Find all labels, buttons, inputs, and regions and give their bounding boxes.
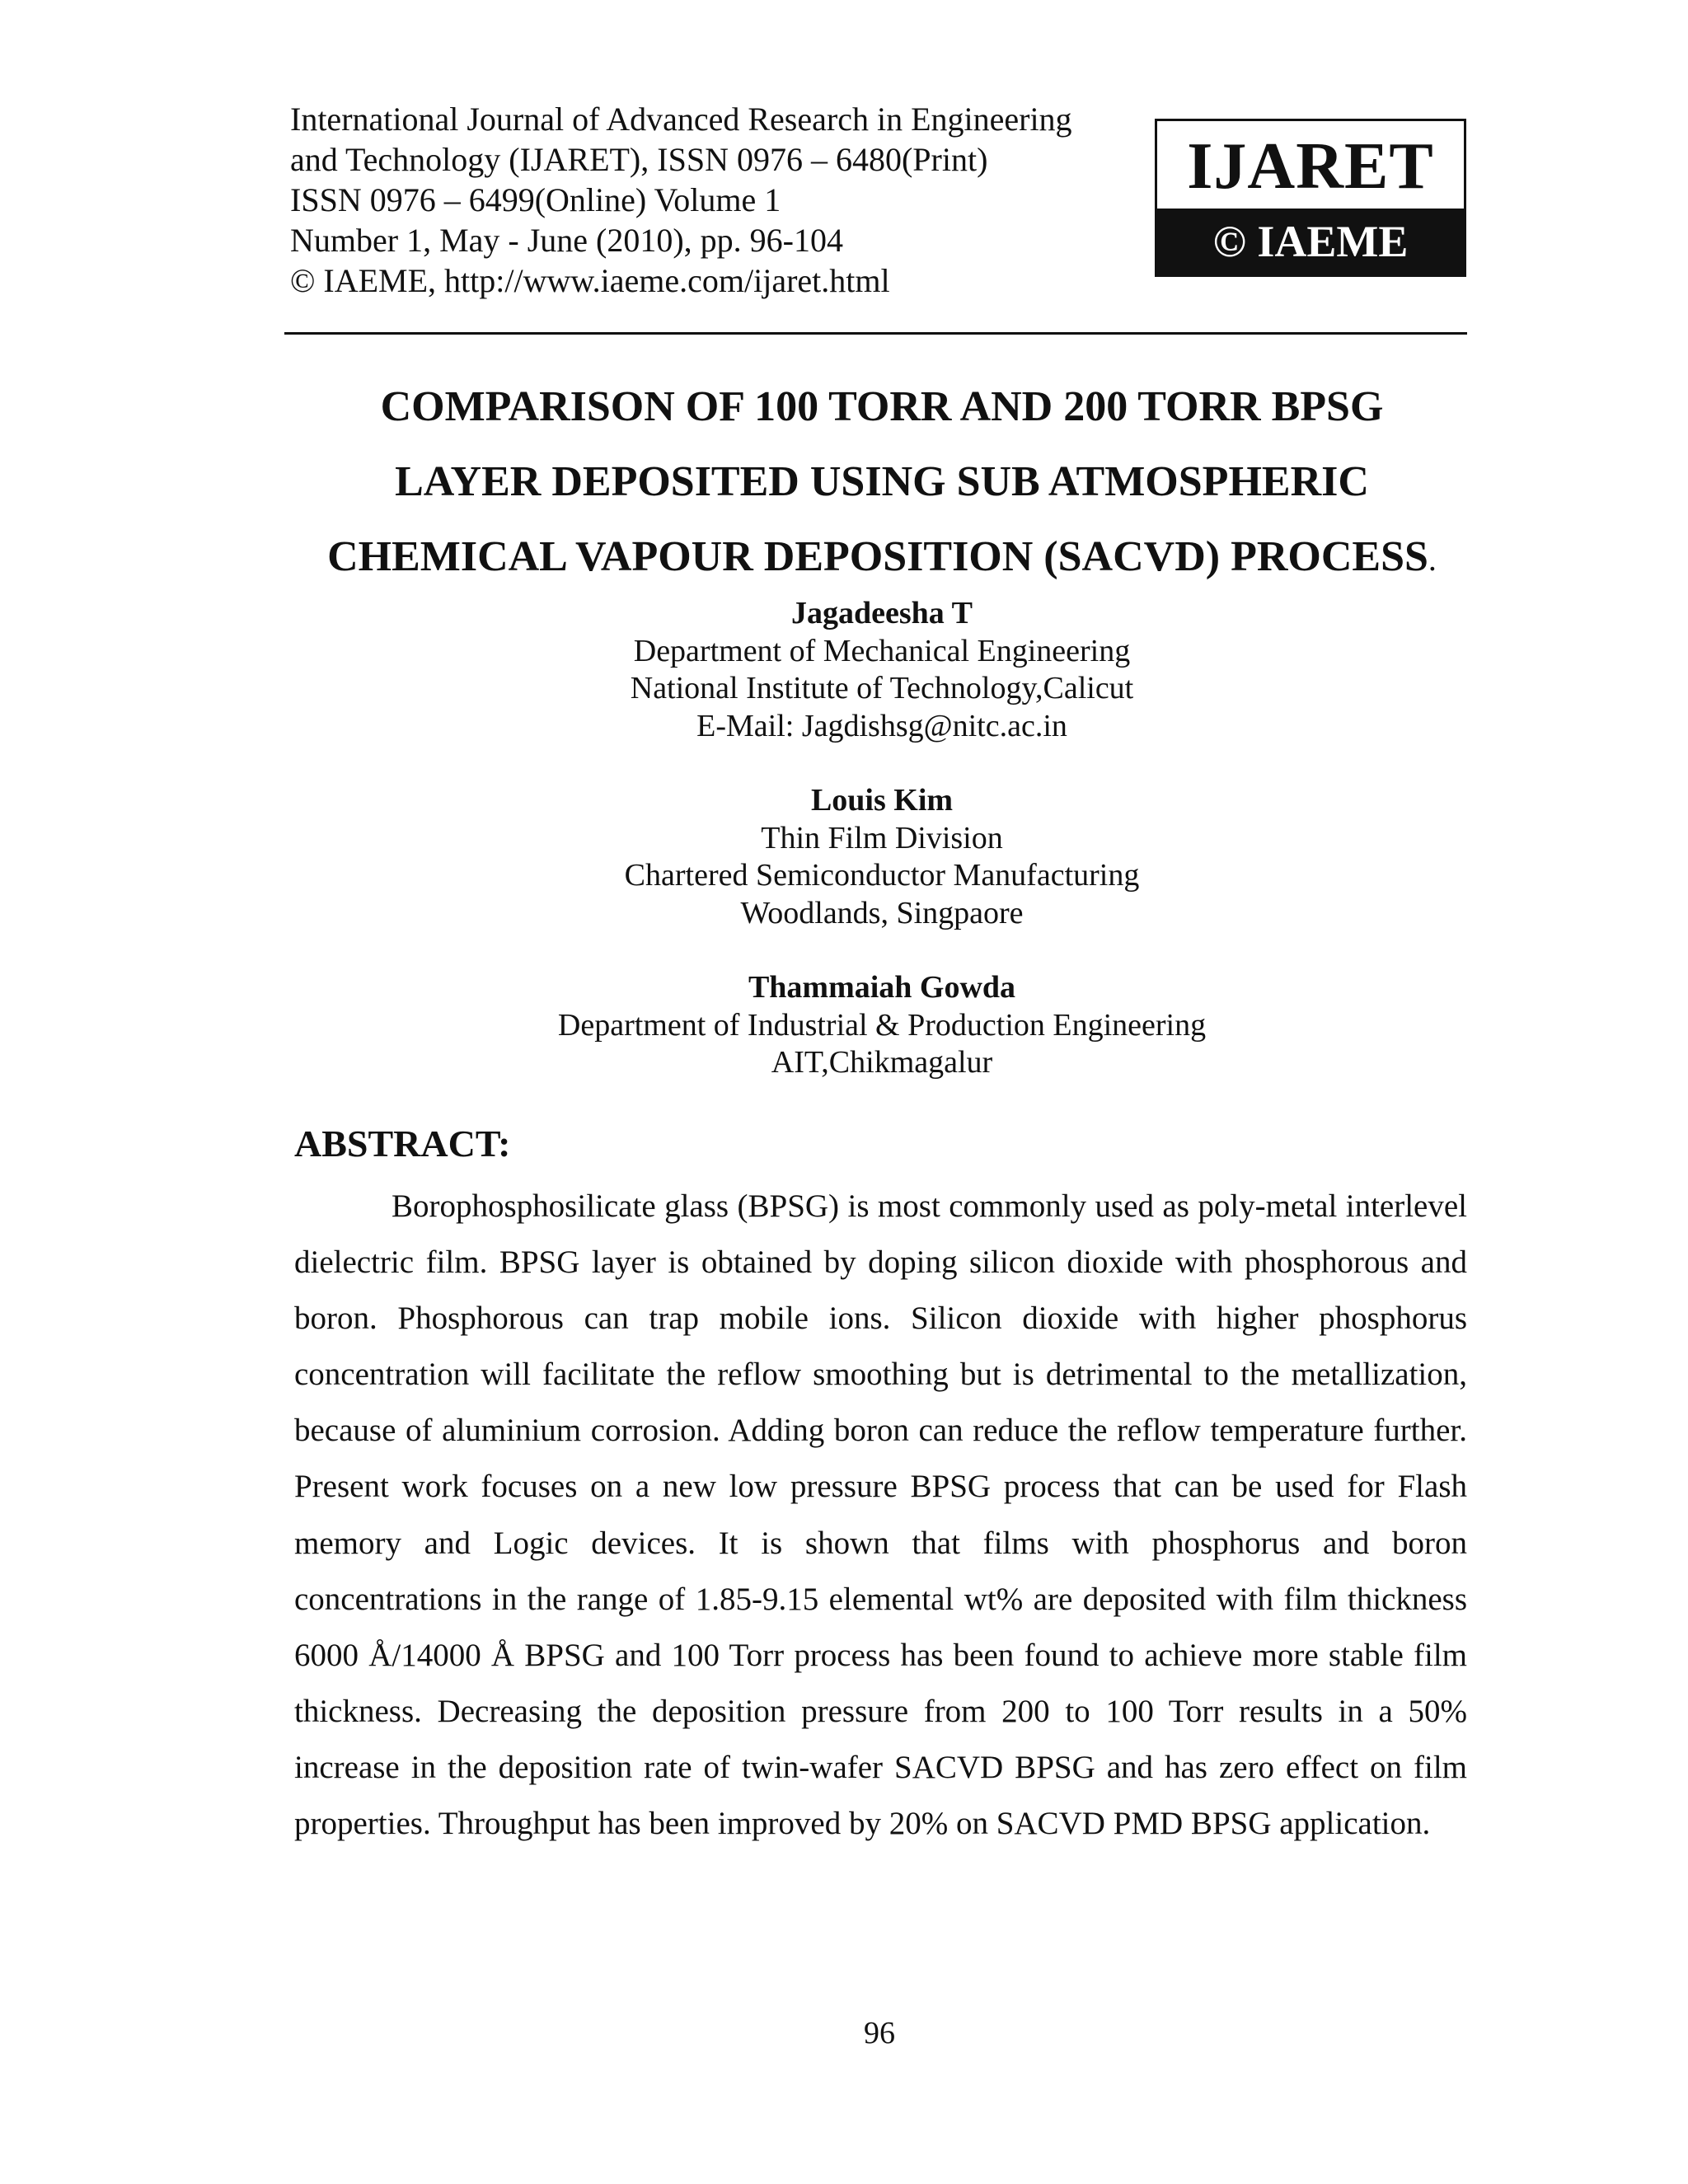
author-list bbox=[412, 595, 1352, 1082]
title-period: . bbox=[1428, 541, 1437, 578]
title-line-last bbox=[247, 519, 1517, 597]
title-line: LAYER DEPOSITED USING SUB ATMOSPHERIC bbox=[395, 458, 1369, 505]
page-number: 96 bbox=[864, 2016, 895, 2050]
author-affiliation: Thin Film Division bbox=[761, 820, 1003, 855]
author-affiliation: National Institute of Technology,Calicut bbox=[630, 671, 1134, 705]
author-affiliation: Chartered Semiconductor Manufacturing bbox=[624, 858, 1140, 893]
author-name: Jagadeesha T bbox=[791, 596, 973, 630]
author-affiliation: Woodlands, Singpaore bbox=[740, 895, 1024, 930]
author-block bbox=[412, 969, 1352, 1082]
logo-publisher: © IAEME bbox=[1157, 209, 1464, 274]
author-name: Louis Kim bbox=[810, 783, 954, 818]
abstract-paragraph: Borophosphosilicate glass (BPSG) is most commonly used as poly-metal interlevel dielectric film. BPSG layer is obtained by doping silicon dioxide with phosphorous and boron. Phosphorous can trap mobile ions. Silicon dioxide with higher phosphorus concentration will facilitate the reflow smoothing but is detrimental to the metallization, because of aluminium corrosion. Adding boron can reduce the reflow temperature further. Present work focuses on a new low pressure BPSG process that can be used for Flash memory and Logic devices. It is shown that films with phosphorus and boron concentrations in the range of 1.85-9.15 elemental wt% are deposited with film thickness 6000 Å/14000 Å BPSG and 100 Torr process has been found to achieve more stable film thickness. Decreasing the deposition pressure from 200 to 100 Torr results in a 50% increase in the deposition rate of twin-wafer SACVD BPSG and has zero effect on film properties. Throughput has been improved by 20% on SACVD PMD BPSG application. bbox=[294, 1188, 1467, 1842]
header-divider bbox=[284, 332, 1467, 335]
paper-title bbox=[247, 369, 1517, 597]
author-affiliation: Department of Mechanical Engineering bbox=[633, 633, 1131, 668]
author-name: Thammaiah Gowda bbox=[748, 970, 1016, 1005]
title-line-text: CHEMICAL VAPOUR DEPOSITION (SACVD) PROCESS bbox=[327, 533, 1428, 580]
journal-line: International Journal of Advanced Research in Engineering bbox=[290, 101, 1072, 138]
author-email: E-Mail: Jagdishsg@nitc.ac.in bbox=[696, 708, 1067, 743]
author-block bbox=[412, 595, 1352, 745]
author-affiliation: Department of Industrial & Production Engineering bbox=[557, 1007, 1207, 1043]
journal-logo bbox=[1155, 119, 1466, 277]
author-block bbox=[412, 782, 1352, 932]
journal-line: ISSN 0976 – 6499(Online) Volume 1 bbox=[290, 181, 781, 218]
journal-header bbox=[290, 99, 1139, 301]
author-affiliation: AIT,Chikmagalur bbox=[771, 1045, 993, 1080]
journal-line: © IAEME, http://www.iaeme.com/ijaret.html bbox=[290, 262, 890, 299]
logo-title: IJARET bbox=[1187, 129, 1434, 203]
title-line: COMPARISON OF 100 TORR AND 200 TORR BPSG bbox=[380, 383, 1384, 430]
abstract-text bbox=[294, 1179, 1467, 1852]
journal-line: Number 1, May - June (2010), pp. 96-104 bbox=[290, 222, 843, 259]
abstract-heading: ABSTRACT: bbox=[294, 1122, 511, 1165]
journal-line: and Technology (IJARET), ISSN 0976 – 6480(Print) bbox=[290, 141, 988, 178]
